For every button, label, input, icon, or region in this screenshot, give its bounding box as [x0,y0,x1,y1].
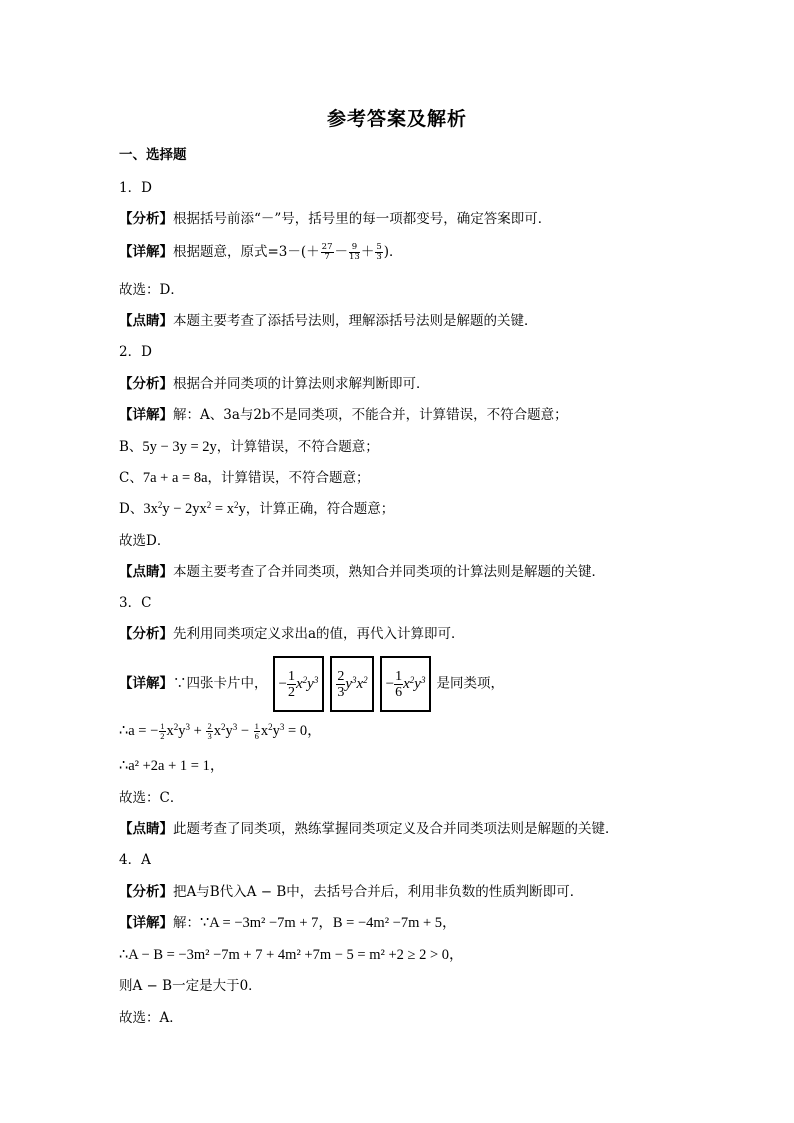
fraction: $\frac{9}{13}$ [349,242,360,262]
q2-detail [119,405,568,425]
q3-therefore-2 [119,756,224,776]
card-3: − $\frac{1}{6}$ $x^2y^3$ [380,656,432,712]
q2-comment [119,562,605,582]
fraction: $\frac{5}{3}$ [376,242,382,262]
q2-option-b: B、5y − 3y = 2y，计算错误，不符合题意； [119,439,379,455]
q2-option-d: D、$3x^2y - 2yx^2 = x^2y$，计算正确，符合题意； [119,500,395,517]
comment-tag: 【点睛】 [119,313,173,329]
analysis-tag: 【分析】 [119,626,173,642]
q2-choose: 故选D． [119,533,171,549]
section-heading: 一、选择题 [119,147,187,163]
question-3-answer: 3．C [119,595,152,611]
q3-choose: 故选：C． [119,790,184,806]
q3-therefore-1 [119,721,322,741]
analysis-text: 先利用同类项定义求出a的值，再代入计算即可． [173,626,465,642]
q1-choose: 故选：D． [119,282,184,298]
comment-text: 本题主要考查了合并同类项，熟知合并同类项的计算法则是解题的关键． [173,564,605,580]
analysis-tag: 【分析】 [119,884,173,900]
equation: ∴a² +2a + 1 = 1， [119,758,225,774]
q4-conclusion: 则A − B一定是大于0． [119,978,262,994]
equation: ∴a = − $\frac{1}{2}$ $x^2y^3$ + $\frac{2}{3}$ $x^2y^3$ − $\frac{1}{6}$ $x^2y^3 = 0$， [119,721,322,742]
detail-tag: 【详解】 [119,915,173,931]
page-title: 参考答案及解析 [326,108,467,130]
detail-text: 根据题意，原式=3－(＋ [173,244,320,260]
equation: 7a + a = 8a [142,470,208,486]
equation: ∵A = −3m² −7m + 7，B = −4m² −7m + 5， [200,915,457,931]
analysis-tag: 【分析】 [119,376,173,392]
q3-detail: 【详解】∵四张卡片中， − $\frac{1}{2}$ $x^2y^3$ $\frac{2}{3}$ $y^3x^2$ − $\frac{1}{6}$ $x^2y^3$ 是同类项， [119,656,504,712]
comment-text: 此题考查了同类项，熟练掌握同类项定义及合并同类项法则是解题的关键． [173,821,619,837]
q3-comment [119,819,619,839]
q2-option-c: C、7a + a = 8a，计算错误，不符合题意； [119,470,370,486]
question-2-answer: 2．D [119,344,152,360]
detail-tag: 【详解】 [119,407,173,423]
q1-analysis [119,209,551,229]
q4-detail: 【详解】解：∵A = −3m² −7m + 7，B = −4m² −7m + 5， [119,915,457,931]
analysis-text: 根据合并同类项的计算法则求解判断即可． [173,376,430,392]
q3-analysis [119,624,465,644]
analysis-tag: 【分析】 [119,211,173,227]
equation: 5y − 3y = 2y [142,439,217,455]
detail-text: 解：A、3a与2b不是同类项，不能合并，计算错误，不符合题意； [173,407,568,423]
fraction: $\frac{27}{7}$ [321,242,333,262]
q4-choose: 故选：A． [119,1010,183,1026]
q1-comment [119,311,538,331]
detail-tag: 【详解】 [119,244,173,260]
comment-tag: 【点睛】 [119,564,173,580]
card-group [270,656,435,712]
question-1-answer: 1．D [119,180,152,196]
detail-text: ∵四张卡片中， [173,675,268,692]
card-2: $\frac{2}{3}$ $y^3x^2$ [330,656,373,712]
q4-therefore [119,945,464,965]
q1-detail: 【详解】根据题意，原式=3－(＋ $\frac{27}{7}$ － $\frac{9}{13}$ ＋ $\frac{5}{3}$ )． [119,242,403,262]
q2-analysis [119,374,430,394]
comment-text: 本题主要考查了添括号法则，理解添括号法则是解题的关键． [173,313,538,329]
equation: ∴A − B = −3m² −7m + 7 + 4m² +7m − 5 = m² +2 ≥ 2 > 0， [119,947,464,963]
card-1: − $\frac{1}{2}$ $x^2y^3$ [273,656,325,712]
analysis-text: 把A与B代入A − B中，去括号合并后，利用非负数的性质判断即可． [173,884,584,900]
analysis-text: 根据括号前添“－”号，括号里的每一项都变号，确定答案即可． [173,211,552,227]
question-4-answer: 4．A [119,852,151,868]
comment-tag: 【点睛】 [119,821,173,837]
q4-analysis [119,882,583,902]
detail-tag: 【详解】 [119,675,173,692]
equation: $3x^2y - 2yx^2 = x^2y$ [143,500,246,517]
